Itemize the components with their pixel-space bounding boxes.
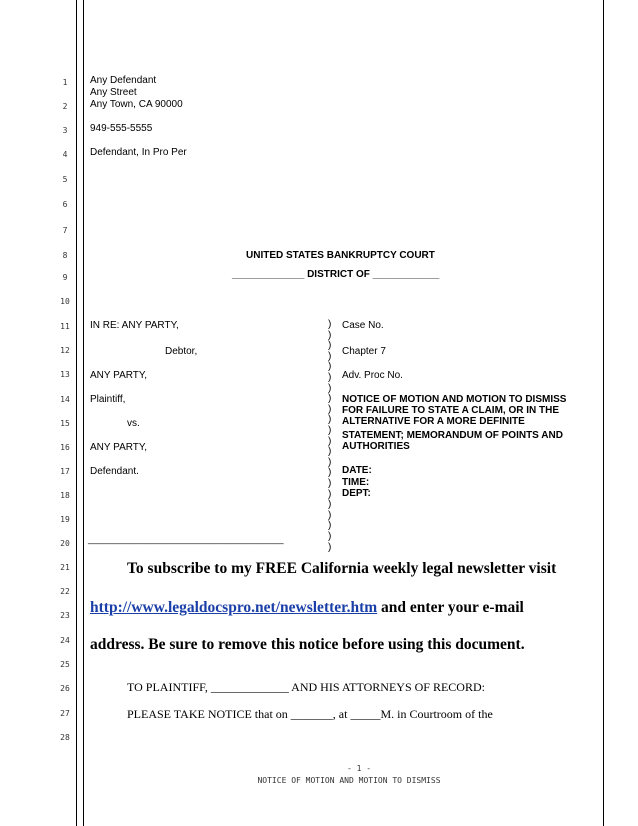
party-name: Any Defendant: [90, 75, 157, 86]
caption-plaintiff: Plaintiff,: [90, 394, 126, 405]
body-line-27: PLEASE TAKE NOTICE that on _______, at _____M. in Courtroom of the: [127, 707, 493, 721]
caption-paren: ): [328, 372, 332, 383]
line-number: 24: [60, 636, 70, 645]
line-number: 20: [60, 539, 70, 548]
line-number: 8: [62, 251, 68, 260]
caption-paren: ): [328, 499, 332, 511]
caption-paren: ): [328, 382, 332, 394]
right-margin-rule: [603, 0, 604, 826]
caption-paren: ): [328, 350, 332, 362]
party-role: Defendant, In Pro Per: [90, 147, 187, 158]
notice-line-2-rest: and enter your e-mail: [377, 599, 524, 616]
caption-paren: ): [328, 435, 332, 447]
body-line-26: TO PLAINTIFF, _____________ AND HIS ATTORNEYS OF RECORD:: [127, 680, 485, 694]
caption-title-4: STATEMENT; MEMORANDUM OF POINTS AND: [342, 430, 563, 441]
line-number: 27: [60, 709, 70, 718]
caption-dept: DEPT:: [342, 488, 371, 499]
caption-vs: vs.: [127, 418, 140, 429]
caption-paren: ): [328, 488, 332, 500]
caption-title-3: ALTERNATIVE FOR A MORE DEFINITE: [342, 416, 525, 427]
caption-paren: ): [328, 393, 332, 405]
caption-paren: ): [328, 425, 332, 436]
caption-paren: ): [328, 446, 332, 458]
line-number: 19: [60, 515, 70, 524]
caption-adv-proc: Adv. Proc No.: [342, 370, 403, 381]
caption-title-1: NOTICE OF MOTION AND MOTION TO DISMISS: [342, 394, 567, 405]
caption-debtor: Debtor,: [165, 346, 198, 357]
court-name: UNITED STATES BANKRUPTCY COURT: [246, 250, 435, 261]
caption-title-2: FOR FAILURE TO STATE A CLAIM, OR IN THE: [342, 405, 560, 416]
caption-paren: ): [328, 403, 332, 415]
caption-paren: ): [328, 329, 332, 341]
line-number: 25: [60, 660, 70, 669]
line-number: 10: [60, 297, 70, 306]
newsletter-link[interactable]: http://www.legaldocspro.net/newsletter.htm: [90, 599, 378, 616]
party-phone: 949-555-5555: [90, 123, 153, 134]
left-margin-rule-1: [76, 0, 77, 826]
party-city: Any Town, CA 90000: [90, 99, 183, 110]
footer-title: NOTICE OF MOTION AND MOTION TO DISMISS: [257, 776, 441, 785]
line-number: 16: [60, 443, 70, 452]
line-number: 3: [62, 126, 68, 135]
caption-paren: ): [328, 361, 332, 373]
caption-title-5: AUTHORITIES: [342, 441, 410, 452]
line-number: 26: [60, 684, 70, 693]
line-number: 15: [60, 419, 70, 428]
caption-defendant-party: ANY PARTY,: [90, 442, 148, 453]
line-number: 7: [62, 226, 68, 235]
caption-paren: ): [328, 541, 332, 553]
caption-defendant: Defendant.: [90, 466, 139, 477]
caption-plaintiff-party: ANY PARTY,: [90, 370, 148, 381]
notice-line-1: To subscribe to my FREE California weekly legal newsletter visit: [127, 560, 557, 577]
court-district: _____________ DISTRICT OF ____________: [232, 269, 440, 280]
caption-paren: ): [328, 414, 332, 426]
line-number: 11: [60, 322, 70, 331]
line-number: 22: [60, 587, 70, 596]
line-number: 28: [60, 733, 70, 742]
line-number: 18: [60, 491, 70, 500]
line-number: 17: [60, 467, 70, 476]
caption-case-no: Case No.: [342, 320, 384, 331]
caption-underline: _____________________________________: [88, 534, 284, 545]
caption-paren: ): [328, 319, 332, 330]
notice-line-2: [90, 599, 524, 617]
line-number: 6: [62, 200, 68, 209]
line-number: 4: [62, 150, 68, 159]
caption-in-re: IN RE: ANY PARTY,: [90, 320, 179, 331]
line-number: 5: [62, 175, 68, 184]
caption-paren: ): [328, 467, 332, 479]
party-street: Any Street: [90, 87, 137, 98]
line-number: 2: [62, 102, 68, 111]
caption-paren: ): [328, 478, 332, 489]
caption-date: DATE:: [342, 465, 372, 476]
line-number: 12: [60, 346, 70, 355]
line-number: 1: [62, 78, 68, 87]
caption-chapter: Chapter 7: [342, 346, 386, 357]
footer-page-number: - 1 -: [346, 764, 372, 773]
caption-time: TIME:: [342, 477, 370, 488]
left-margin-rule-2: [83, 0, 84, 826]
line-number: 23: [60, 611, 70, 620]
line-number: 9: [62, 273, 68, 282]
caption-paren: ): [328, 340, 332, 352]
caption-paren: ): [328, 509, 332, 521]
notice-line-3: address. Be sure to remove this notice before using this document.: [90, 636, 525, 653]
line-number: 14: [60, 395, 70, 404]
line-number: 13: [60, 370, 70, 379]
caption-paren: ): [328, 456, 332, 468]
caption-paren: ): [328, 520, 332, 532]
line-number: 21: [60, 563, 70, 572]
caption-paren: ): [328, 531, 332, 542]
